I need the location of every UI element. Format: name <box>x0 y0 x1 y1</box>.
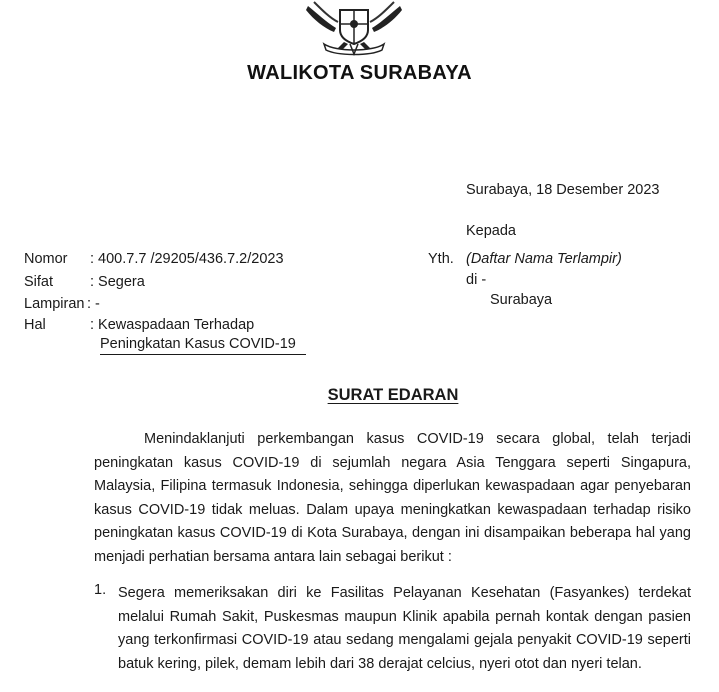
hal-value-line1: : Kewaspadaan Terhadap <box>90 317 255 333</box>
addressee-di: di - <box>466 272 487 288</box>
intro-paragraph <box>94 428 691 569</box>
lampiran-label: Lampiran <box>24 296 85 312</box>
addressee-yth-label: Yth. <box>428 251 454 267</box>
letterhead-title: WALIKOTA SURABAYA <box>247 62 472 84</box>
circular-title: SURAT EDARAN <box>327 386 459 404</box>
letter-date: Surabaya, 18 Desember 2023 <box>466 182 660 198</box>
garuda-emblem-icon <box>296 0 412 56</box>
list-item-text: Segera memeriksakan diri ke Fasilitas Pelayanan Kesehatan (Fasyankes) terdekat melalui Rumah Sakit, Puskesmas maupun Klinik apabila pernah kontak dengan pasien yang terkonfirmasi COVID-19 atau sedang mengalami gejala penyakit COVID-19 seperti batuk kering, pilek, demam lebih dari 38 derajat celcius, nyeri otot dan nyeri telan. <box>118 585 691 672</box>
addressee-recipient: (Daftar Nama Terlampir) <box>466 251 622 267</box>
lampiran-value: : - <box>87 296 100 312</box>
intro-paragraph-text: Menindaklanjuti perkembangan kasus COVID-19 secara global, telah terjadi peningkatan kasus COVID-19 di sejumlah negara Asia Tenggara seperti Singapura, Malaysia, Filipina termasuk Indonesia, sehingga diperlukan kewaspadaan agar penyebaran kasus COVID-19 tidak meluas. Dalam upaya meningkatkan kewaspadaan terhadap risiko peningkatan kasus COVID-19 di Kota Surabaya, dengan ini disampaikan beberapa hal yang menjadi perhatian bersama antara lain sebagai berikut : <box>94 431 691 565</box>
addressee-place: Surabaya <box>490 292 553 308</box>
addressee-to-label: Kepada <box>466 223 516 239</box>
hal-value-line2: Peningkatan Kasus COVID-19 <box>100 336 306 355</box>
nomor-label: Nomor <box>24 251 68 267</box>
sifat-label: Sifat <box>24 274 54 290</box>
nomor-value: : 400.7.7 /29205/436.7.2/2023 <box>90 251 284 267</box>
hal-label: Hal <box>24 317 46 333</box>
sifat-value: : Segera <box>90 274 145 290</box>
list-item-number: 1. <box>94 582 107 598</box>
